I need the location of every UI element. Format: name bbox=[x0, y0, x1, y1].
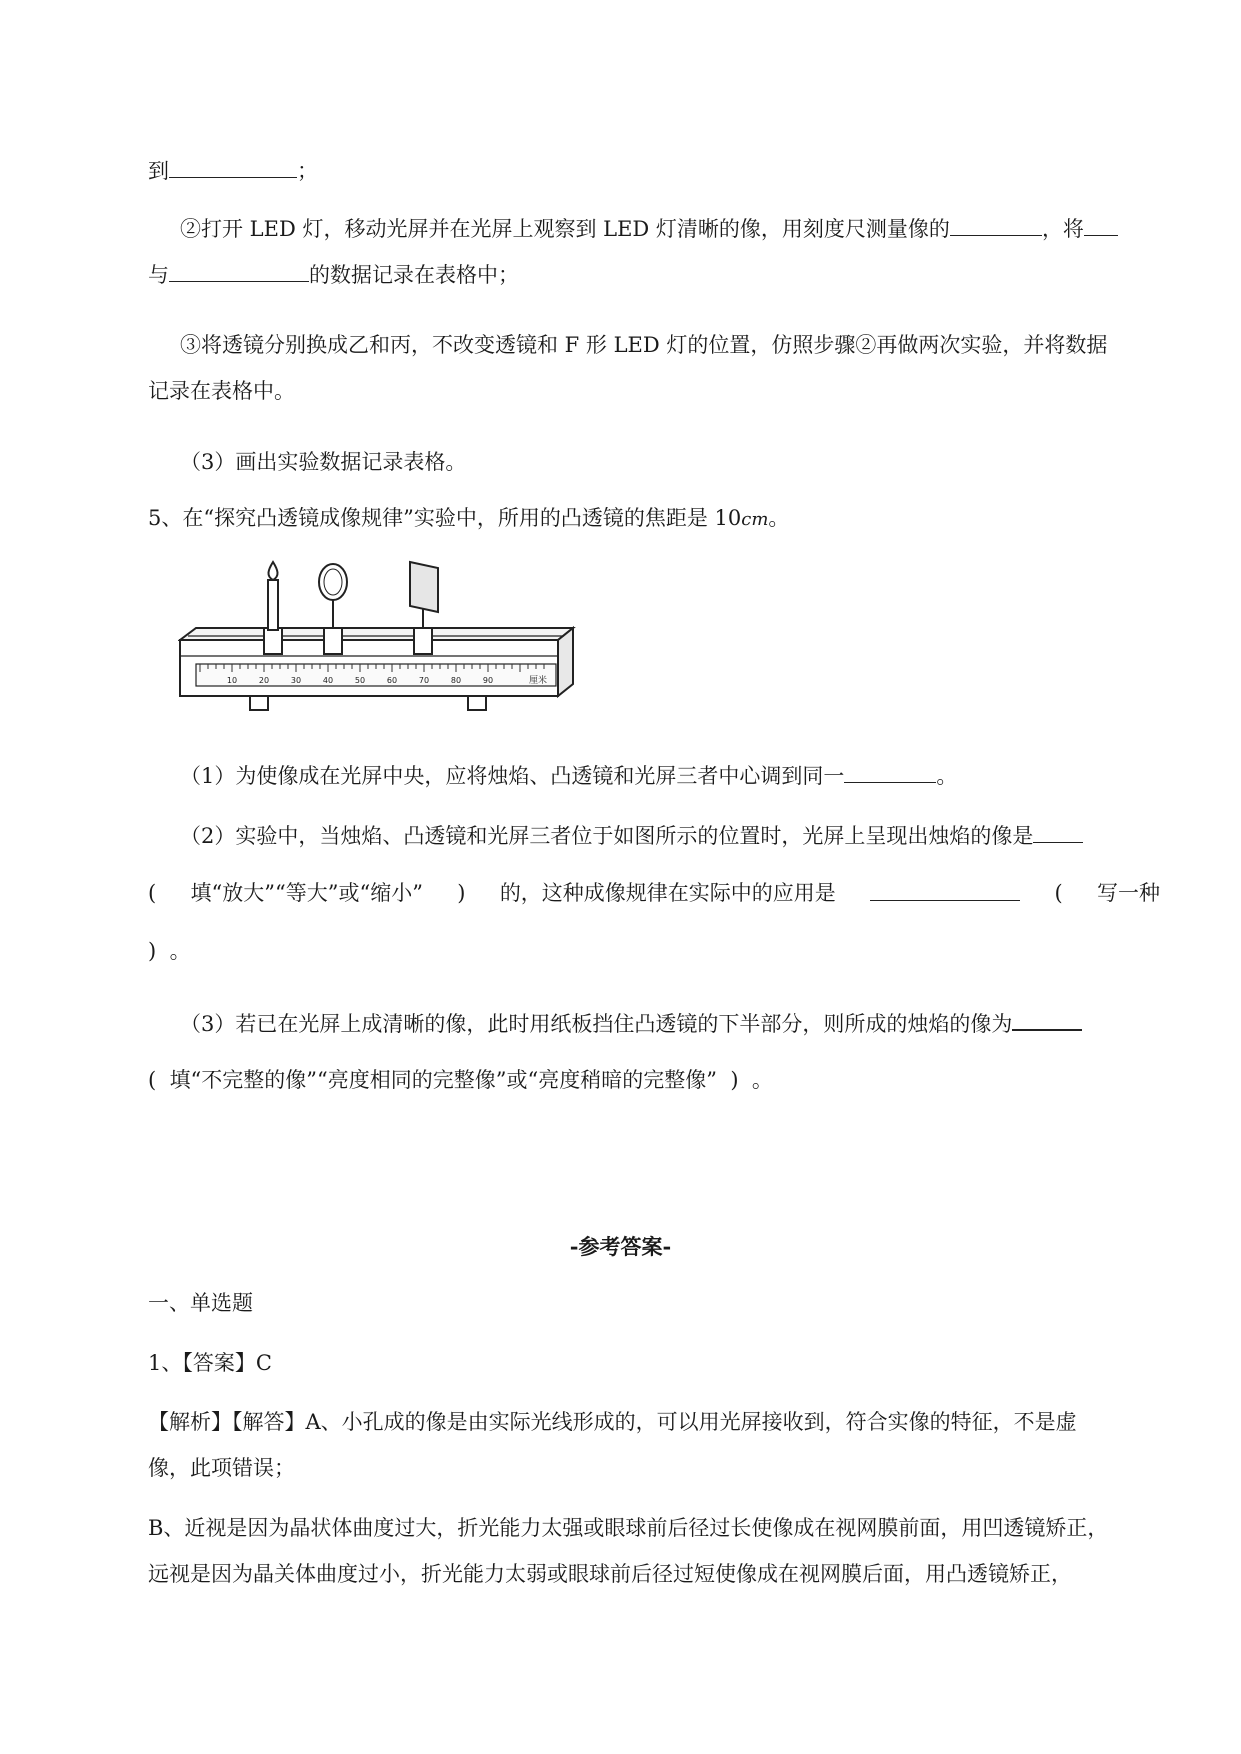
bench-top bbox=[180, 628, 573, 640]
ruler-tick-label: 90 bbox=[482, 676, 494, 685]
q5-part-3-line-2: ( 填“不完整的像”“亮度相同的完整像”或“亮度稍暗的完整像” ) 。 bbox=[148, 1068, 773, 1092]
ruler-tick-label: 40 bbox=[322, 676, 334, 685]
ruler-tick-label: 10 bbox=[226, 676, 238, 685]
explanation-line: 远视是因为晶关体曲度过小，折光能力太弱或眼球前后径过短使像成在视网膜后面，用凸透镜矫正， bbox=[148, 1562, 1072, 1586]
part-3-line: （3）画出实验数据记录表格。 bbox=[180, 450, 467, 474]
light-screen bbox=[410, 562, 438, 612]
optical-bench-figure bbox=[178, 560, 578, 720]
q5-part-3-line-1: （3）若已在光屏上成清晰的像，此时用纸板挡住凸透镜的下半部分，则所成的烛焰的像为 bbox=[180, 1007, 1082, 1039]
ruler-tick-label: 60 bbox=[386, 676, 398, 685]
ruler-tick-label: 80 bbox=[450, 676, 462, 685]
q5-part-2-line-1: （2）实验中，当烛焰、凸透镜和光屏三者位于如图所示的位置时，光屏上呈现出烛焰的像是 bbox=[180, 820, 1083, 851]
continuation-line: 到 ； bbox=[148, 155, 318, 186]
bench-foot-right bbox=[468, 696, 486, 710]
candle bbox=[268, 580, 278, 630]
q5-part-2-line-3: ) 。 bbox=[148, 939, 191, 963]
ruler-unit-label: 厘米 bbox=[528, 676, 548, 686]
ruler-tick-label: 30 bbox=[290, 676, 302, 685]
answer-blank[interactable] bbox=[870, 878, 1020, 901]
section-heading: 一、单选题 bbox=[148, 1291, 253, 1315]
candle-holder bbox=[264, 628, 282, 654]
q5-part-1: （1）为使像成在光屏中央，应将烛焰、凸透镜和光屏三者中心调到同一 。 bbox=[180, 760, 957, 791]
answer-blank[interactable] bbox=[950, 213, 1042, 236]
answer-key-title: -参考答案- bbox=[569, 1234, 672, 1259]
answer-blank[interactable] bbox=[1084, 213, 1118, 236]
lens-holder bbox=[324, 628, 342, 654]
step-2-line-2: 与 的数据记录在表格中； bbox=[148, 259, 519, 290]
answer-blank[interactable] bbox=[1033, 820, 1083, 843]
explanation-line: 像，此项错误； bbox=[148, 1456, 295, 1480]
ruler-tick-label: 70 bbox=[418, 676, 430, 685]
bench-end bbox=[558, 628, 573, 696]
ruler-tick-label: 20 bbox=[258, 676, 270, 685]
answer-blank[interactable] bbox=[844, 760, 936, 783]
answer-1: 1、【答案】C bbox=[148, 1351, 272, 1375]
q5-part-2-line-2: ( 填“放大”“等大”或“缩小” ) 的，这种成像规律在实际中的应用是 ( 写一种 bbox=[148, 878, 1160, 908]
question-5-stem: 5、在“探究凸透镜成像规律”实验中，所用的凸透镜的焦距是 10cm。 bbox=[148, 506, 790, 530]
answer-blank[interactable] bbox=[169, 155, 297, 178]
explanation-line: B、近视是因为晶状体曲度过大，折光能力太强或眼球前后径过长使像成在视网膜前面，用凹透镜矫正， bbox=[148, 1516, 1109, 1540]
answer-blank[interactable] bbox=[169, 259, 309, 282]
answer-blank[interactable] bbox=[1012, 1007, 1082, 1031]
candle-flame bbox=[268, 562, 277, 580]
bench-foot-left bbox=[250, 696, 268, 710]
step-3-line-1: ③将透镜分别换成乙和丙，不改变透镜和 F 形 LED 灯的位置，仿照步骤②再做两次实验，并将数据 bbox=[180, 333, 1108, 357]
step-2-line-1: ②打开 LED 灯，移动光屏并在光屏上观察到 LED 灯清晰的像，用刻度尺测量像的 ，将 bbox=[180, 213, 1118, 244]
screen-holder bbox=[414, 628, 432, 654]
ruler-tick-label: 50 bbox=[354, 676, 366, 685]
step-3-line-2: 记录在表格中。 bbox=[148, 379, 295, 403]
explanation-line: 【解析】【解答】A、小孔成的像是由实际光线形成的，可以用光屏接收到，符合实像的特征，不是虚 bbox=[148, 1410, 1077, 1434]
